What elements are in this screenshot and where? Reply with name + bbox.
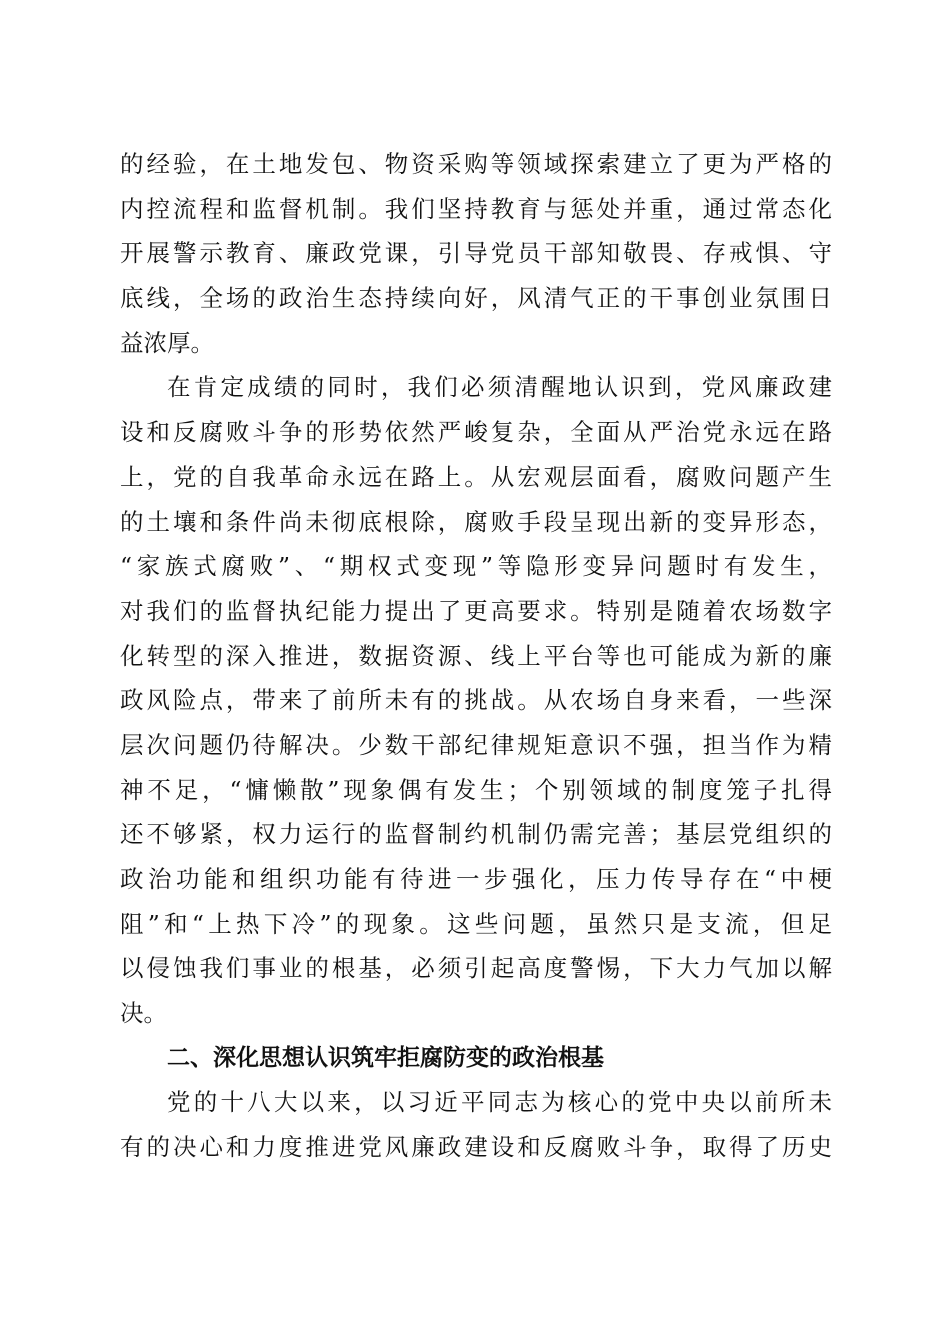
paragraph-line: 上，党的自我革命永远在路上。从宏观层面看，腐败问题产生: [120, 462, 832, 491]
paragraph-line: 在肯定成绩的同时，我们必须清醒地认识到，党风廉政建: [167, 373, 832, 402]
paragraph-line: 化转型的深入推进，数据资源、线上平台等也可能成为新的廉: [120, 641, 832, 670]
paragraph-line: 益浓厚。: [120, 328, 214, 357]
paragraph-line: 层次问题仍待解决。少数干部纪律规矩意识不强，担当作为精: [120, 730, 832, 759]
paragraph-line: 对我们的监督执纪能力提出了更高要求。特别是随着农场数字: [120, 596, 832, 625]
paragraph-line: 神不足，“慵懒散”现象偶有发生；个别领域的制度笼子扎得: [120, 775, 832, 804]
paragraph-line: 设和反腐败斗争的形势依然严峻复杂，全面从严治党永远在路: [120, 418, 832, 447]
paragraph-line: 政风险点，带来了前所未有的挑战。从农场自身来看，一些深: [120, 686, 832, 715]
paragraph-line: 底线，全场的政治生态持续向好，风清气正的干事创业氛围日: [120, 284, 832, 313]
paragraph-line: 内控流程和监督机制。我们坚持教育与惩处并重，通过常态化: [120, 194, 832, 223]
paragraph-1: [120, 142, 832, 365]
paragraph-line: “家族式腐败”、“期权式变现”等隐形变异问题时有发生，: [120, 552, 832, 581]
paragraph-2: [120, 365, 832, 1035]
paragraph-3: [120, 1080, 832, 1169]
paragraph-line: 以侵蚀我们事业的根基，必须引起高度警惕，下大力气加以解: [120, 954, 832, 983]
paragraph-line: 有的决心和力度推进党风廉政建设和反腐败斗争，取得了历史: [120, 1133, 832, 1162]
paragraph-line: 党的十八大以来，以习近平同志为核心的党中央以前所未: [167, 1088, 832, 1117]
section-heading: 二、深化思想认识筑牢拒腐防变的政治根基: [167, 1044, 604, 1071]
paragraph-line: 还不够紧，权力运行的监督制约机制仍需完善；基层党组织的: [120, 820, 832, 849]
paragraph-line: 的土壤和条件尚未彻底根除，腐败手段呈现出新的变异形态，: [120, 507, 832, 536]
document-body: [120, 142, 832, 1170]
paragraph-line: 决。: [120, 999, 167, 1028]
paragraph-line: 的经验，在土地发包、物资采购等领域探索建立了更为严格的: [120, 150, 832, 178]
paragraph-line: 开展警示教育、廉政党课，引导党员干部知敬畏、存戒惧、守: [120, 239, 832, 268]
paragraph-line: 阻”和“上热下冷”的现象。这些问题，虽然只是支流，但足: [120, 909, 832, 938]
paragraph-line: 政治功能和组织功能有待进一步强化，压力传导存在“中梗: [120, 865, 832, 893]
